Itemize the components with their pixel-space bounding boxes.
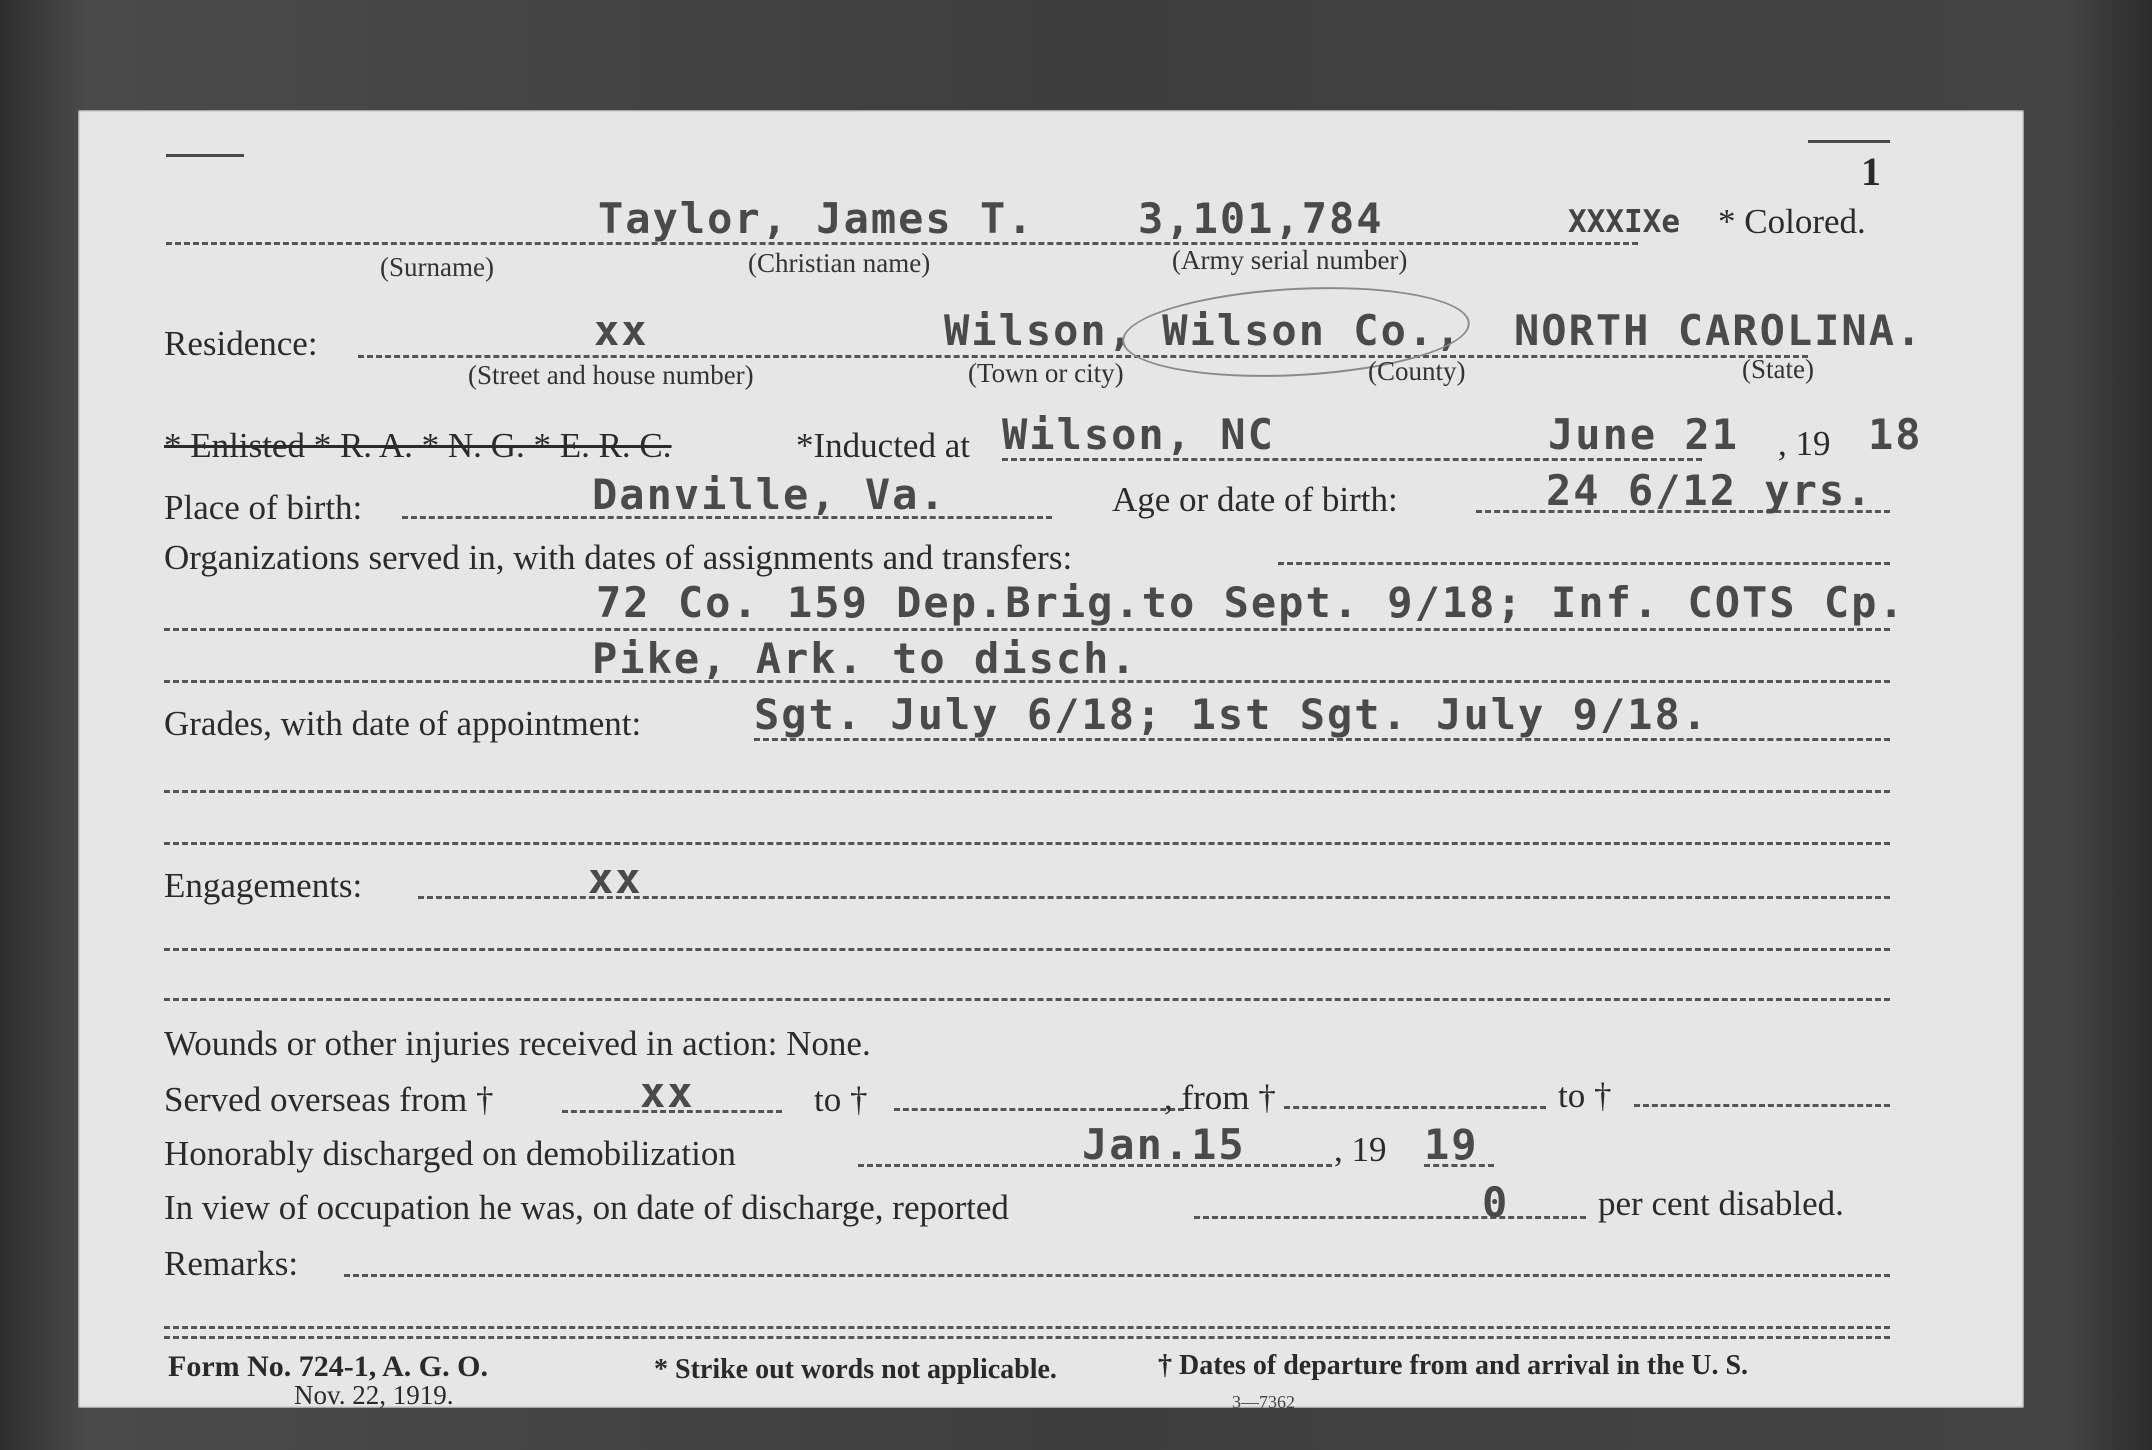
caption-serial: (Army serial number) [1172,245,1408,275]
footer-form-date: Nov. 22, 1919. [294,1380,454,1410]
grades-rule-2 [164,790,1890,793]
engagements-rule-3 [164,998,1890,1001]
engagements-value: xx [588,854,643,903]
caption-street: (Street and house number) [468,360,754,390]
engagements-rule-1 [418,896,1890,899]
top-right-rule [1808,140,1890,143]
organizations-line-2: Pike, Ark. to disch. [592,634,1138,683]
overseas-to1-label: to † [814,1080,868,1119]
discharge-year-prefix: , 19 [1334,1130,1387,1169]
disability-value: 0 [1482,1178,1510,1227]
inducted-year-prefix: , 19 [1778,424,1831,463]
grades-label: Grades, with date of appointment: [164,704,642,743]
remarks-rule-1 [344,1274,1890,1277]
footer-form-number: Form No. 724-1, A. G. O. [168,1350,488,1383]
caption-county: (County) [1368,356,1466,386]
serial-value: 3,101,784 [1138,194,1384,243]
state-value: NORTH CAROLINA. [1514,306,1924,355]
engagements-rule-2 [164,948,1890,951]
race-struck: XXXIXe [1568,204,1680,240]
name-line [166,242,1638,245]
wounds-label: Wounds or other injuries received in action: None. [164,1024,871,1063]
overseas-from2-line [1284,1106,1546,1109]
grades-rule-3 [164,842,1890,845]
footer-dates-note: † Dates of departure from and arrival in the U. S. [1158,1350,1749,1381]
organizations-line-1: 72 Co. 159 Dep.Brig.to Sept. 9/18; Inf. COTS Cp. [596,578,1906,627]
town-county-value: Wilson, Wilson Co., [944,306,1463,355]
caption-state: (State) [1742,354,1814,384]
remarks-rule-2 [164,1326,1890,1329]
overseas-to2-label: to † [1558,1076,1612,1115]
overseas-to2-line [1634,1104,1890,1107]
name-value: Taylor, James T. [598,194,1035,243]
discharge-year-line [1424,1164,1494,1167]
disability-label: In view of occupation he was, on date of discharge, reported [164,1188,1009,1227]
inducted-label: *Inducted at [796,426,970,465]
overseas-from1-value: xx [640,1068,695,1117]
birth-label: Place of birth: [164,488,363,527]
organizations-rule-2 [164,680,1890,683]
birth-place: Danville, Va. [592,470,947,519]
service-record-card [78,110,2024,1412]
age-label: Age or date of birth: [1112,480,1398,519]
overseas-label: Served overseas from † [164,1080,494,1119]
grades-rule-1 [754,738,1890,741]
discharge-date: Jan.15 [1082,1120,1246,1169]
discharge-label: Honorably discharged on demobilization [164,1134,736,1173]
residence-label: Residence: [164,324,318,363]
caption-christian: (Christian name) [748,248,931,278]
engagements-label: Engagements: [164,866,363,905]
inducted-date: June 21 [1548,410,1740,459]
disability-suffix: per cent disabled. [1598,1184,1844,1223]
disability-line [1194,1216,1586,1219]
card-number: 1 [1861,149,1881,194]
organizations-label: Organizations served in, with dates of assignments and transfers: [164,538,1073,577]
enlistment-struck: * Enlisted * R. A. * N. G. * E. R. C. [164,426,672,465]
age-value: 24 6/12 yrs. [1546,466,1874,515]
organizations-rule-1 [164,628,1890,631]
discharge-year: 19 [1424,1120,1479,1169]
overseas-from2-label: , from † [1164,1078,1276,1117]
caption-town: (Town or city) [968,358,1124,388]
footer-print-code: 3—7362 [1232,1392,1295,1412]
organizations-line-0 [1278,562,1890,565]
remarks-label: Remarks: [164,1244,299,1283]
footer-strike-note: * Strike out words not applicable. [654,1354,1057,1385]
overseas-to1-line [894,1108,1184,1111]
inducted-year: 18 [1868,410,1923,459]
remarks-rule-3 [164,1336,1890,1339]
colored-label: * Colored. [1718,202,1866,241]
grades-value: Sgt. July 6/18; 1st Sgt. July 9/18. [754,690,1710,739]
top-left-rule [166,154,244,157]
inducted-place: Wilson, NC [1002,410,1275,459]
caption-surname: (Surname) [380,252,494,282]
street-value: xx [594,306,649,355]
